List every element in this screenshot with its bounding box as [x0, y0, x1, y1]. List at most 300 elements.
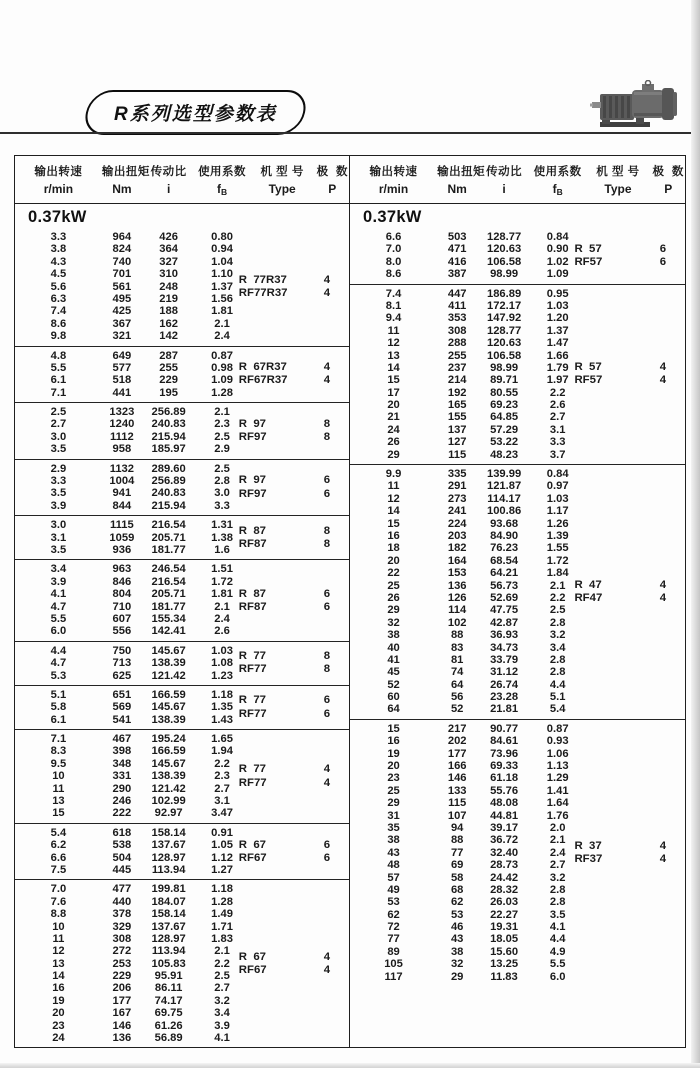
cell-ratio: 145.67 — [151, 757, 186, 770]
cell-ratio: 22.27 — [490, 908, 519, 921]
cell-output-speed: 49 — [387, 883, 400, 896]
cell-ratio: 215.94 — [151, 499, 186, 512]
cell-model-type: RF87 — [238, 537, 267, 550]
table-body-right — [350, 204, 685, 1047]
cell-service-factor: 2.8 — [549, 653, 566, 666]
cell-ratio: 73.96 — [490, 747, 519, 760]
cell-service-factor: 1.18 — [211, 688, 233, 701]
cell-output-speed: 9.8 — [50, 330, 67, 343]
cell-model-type: R 67 — [238, 950, 266, 963]
cell-ratio: 128.97 — [151, 851, 186, 864]
cell-output-speed: 3.9 — [50, 575, 67, 588]
header-label-unit: P — [664, 182, 673, 196]
cell-model-type: RF97 — [238, 487, 267, 500]
type-row — [239, 374, 349, 387]
cell-output-torque: 202 — [447, 735, 467, 748]
cell-service-factor: 1.29 — [546, 772, 569, 785]
table-row — [15, 305, 349, 317]
type-row — [239, 525, 349, 538]
cell-pole-count: 4 — [323, 763, 331, 776]
cell-output-speed: 3.8 — [50, 243, 67, 256]
header-label-subscript: B — [556, 186, 563, 197]
cell-service-factor: 1.43 — [211, 713, 233, 726]
cell-service-factor: 1.08 — [211, 657, 233, 670]
cell-ratio: 98.99 — [490, 361, 519, 374]
table-row — [350, 288, 685, 300]
cell-pole-count: 4 — [323, 286, 331, 299]
cell-ratio: 80.55 — [490, 386, 519, 399]
cell-ratio: 195 — [159, 386, 178, 399]
cell-service-factor: 3.5 — [549, 908, 566, 921]
type-row — [574, 243, 685, 256]
title-divider — [0, 132, 700, 134]
cell-service-factor: 2.2 — [214, 757, 230, 770]
cell-pole-count: 4 — [659, 361, 667, 374]
cell-service-factor: 2.8 — [549, 896, 566, 909]
cell-ratio: 106.58 — [486, 255, 522, 268]
cell-service-factor: 1.26 — [546, 517, 569, 530]
cell-output-torque: 62 — [450, 896, 464, 909]
cell-output-speed: 6.2 — [50, 839, 67, 852]
type-row — [574, 374, 685, 387]
cell-ratio: 86.11 — [154, 982, 183, 995]
table-row — [350, 312, 685, 324]
cell-service-factor: 3.1 — [549, 423, 566, 436]
cell-model-type: RF77 — [238, 776, 267, 789]
type-row — [239, 964, 349, 977]
type-row — [239, 487, 349, 500]
cell-output-speed: 38 — [387, 834, 400, 847]
cell-model-type: RF67 — [238, 963, 267, 976]
header-col-5 — [316, 163, 349, 196]
cell-output-torque: 467 — [112, 733, 132, 746]
cell-output-torque: 963 — [112, 563, 132, 576]
cell-service-factor: 0.84 — [546, 231, 569, 243]
cell-output-torque: 495 — [112, 292, 132, 305]
cell-ratio: 69.23 — [490, 399, 519, 412]
cell-output-speed: 117 — [384, 970, 403, 983]
cell-service-factor: 1.12 — [211, 851, 233, 864]
cell-ratio: 84.90 — [490, 529, 519, 542]
table-header-left — [15, 156, 349, 204]
cell-output-torque: 217 — [447, 722, 467, 735]
cell-output-torque: 556 — [112, 625, 132, 638]
cell-service-factor: 1.37 — [546, 324, 569, 337]
table-row — [15, 1007, 349, 1019]
type-row — [239, 601, 349, 614]
cell-ratio: 137.67 — [151, 839, 186, 852]
gear-motor-image — [590, 80, 678, 132]
cell-output-torque: 81 — [450, 653, 464, 666]
cell-output-speed: 25 — [387, 579, 400, 592]
cell-service-factor: 3.47 — [211, 807, 233, 820]
cell-service-factor: 2.3 — [214, 418, 230, 431]
cell-output-speed: 15 — [387, 722, 400, 735]
cell-service-factor: 2.7 — [549, 411, 566, 424]
cell-service-factor: 1.06 — [546, 747, 569, 760]
cell-output-torque: 88 — [450, 834, 464, 847]
cell-output-speed: 8.6 — [385, 268, 402, 281]
table-row — [350, 468, 685, 480]
cell-output-torque: 214 — [447, 374, 467, 387]
type-block — [574, 840, 685, 866]
cell-output-torque: 146 — [112, 1019, 132, 1032]
type-block — [239, 763, 349, 789]
header-label-unit: Nm — [112, 182, 132, 196]
cell-model-type: RF47 — [574, 591, 603, 604]
cell-service-factor: 3.0 — [214, 487, 230, 500]
cell-output-torque: 56 — [450, 691, 464, 704]
cell-pole-count: 4 — [659, 852, 667, 865]
header-label-cn: 传动比 — [486, 166, 523, 178]
cell-service-factor: 2.5 — [214, 970, 230, 983]
table-row — [15, 933, 349, 945]
cell-output-speed: 10 — [52, 920, 65, 933]
cell-output-speed: 6.6 — [50, 851, 67, 864]
cell-service-factor: 2.1 — [549, 579, 566, 592]
cell-service-factor: 1.04 — [211, 255, 233, 268]
cell-output-speed: 20 — [52, 1007, 65, 1020]
header-label-cn: 机 型 号 — [596, 166, 640, 178]
cell-output-speed: 5.5 — [50, 361, 67, 374]
cell-service-factor: 0.87 — [546, 722, 569, 735]
table-row — [350, 518, 685, 530]
table-section — [350, 464, 685, 719]
cell-pole-count: 6 — [323, 600, 331, 613]
cell-output-torque: 255 — [447, 349, 467, 362]
cell-output-torque: 958 — [112, 443, 132, 456]
cell-output-speed: 3.5 — [50, 543, 67, 556]
cell-service-factor: 1.97 — [546, 374, 569, 387]
cell-output-speed: 62 — [387, 908, 400, 921]
cell-ratio: 216.54 — [151, 575, 186, 588]
cell-output-torque: 518 — [112, 374, 132, 387]
cell-output-speed: 15 — [387, 517, 400, 530]
cell-ratio: 310 — [159, 268, 178, 281]
cell-output-speed: 3.9 — [50, 499, 67, 512]
table-row — [15, 613, 349, 625]
cell-ratio: 240.83 — [151, 418, 186, 431]
header-col-0 — [350, 163, 437, 196]
cell-ratio: 195.24 — [151, 733, 186, 746]
cell-output-torque: 133 — [447, 784, 467, 797]
table-row — [350, 772, 685, 784]
type-block — [239, 474, 349, 500]
power-rating-label: 0.37kW — [363, 208, 422, 226]
table-row — [15, 883, 349, 895]
cell-service-factor: 3.7 — [549, 448, 566, 461]
cell-output-torque: 936 — [112, 543, 132, 556]
cell-pole-count: 6 — [659, 242, 667, 255]
cell-service-factor: 2.5 — [214, 430, 230, 443]
cell-output-speed: 60 — [387, 691, 400, 704]
cell-output-torque: 440 — [112, 895, 132, 908]
header-col-3 — [531, 163, 585, 197]
cell-output-torque: 69 — [450, 859, 464, 872]
cell-output-speed: 3.1 — [50, 531, 67, 544]
cell-ratio: 138.39 — [151, 657, 186, 670]
cell-output-torque: 74 — [450, 666, 464, 679]
table-row — [350, 703, 685, 715]
cell-ratio: 205.71 — [151, 531, 186, 544]
cell-service-factor: 1.6 — [214, 543, 230, 556]
cell-output-torque: 824 — [112, 243, 132, 256]
series-title-badge — [81, 90, 309, 135]
cell-model-type: R 77R37 — [238, 273, 287, 286]
cell-output-speed: 89 — [387, 945, 400, 958]
table-row — [350, 896, 685, 908]
cell-output-speed: 31 — [387, 809, 400, 822]
cell-ratio: 102.99 — [151, 795, 186, 808]
table-row — [350, 350, 685, 362]
table-row — [350, 642, 685, 654]
cell-ratio: 76.23 — [490, 542, 519, 555]
cell-ratio: 185.97 — [151, 443, 186, 456]
cell-output-torque: 1132 — [109, 462, 134, 475]
cell-service-factor: 1.39 — [546, 529, 569, 542]
cell-pole-count: 6 — [323, 474, 331, 487]
header-label-unit: r/min — [378, 182, 409, 196]
cell-output-torque: 115 — [448, 797, 467, 810]
header-label-unit: $f_B$ — [552, 181, 563, 197]
table-row — [350, 884, 685, 896]
cell-service-factor: 0.90 — [546, 243, 569, 256]
header-label-cn: 输出扭矩 — [437, 166, 486, 178]
cell-output-speed: 77 — [387, 933, 400, 946]
cell-service-factor: 1.23 — [211, 669, 233, 682]
cell-output-speed: 4.3 — [50, 255, 67, 268]
cell-service-factor: 1.28 — [211, 386, 233, 399]
header-label-unit: i — [502, 182, 506, 196]
table-section — [15, 459, 349, 516]
cell-output-torque: 246 — [112, 795, 132, 808]
cell-ratio: 139.99 — [486, 468, 522, 481]
cell-service-factor: 0.87 — [211, 349, 233, 362]
cell-ratio: 56.89 — [154, 1032, 183, 1045]
cell-service-factor: 2.0 — [549, 821, 566, 834]
cell-ratio: 215.94 — [151, 430, 186, 443]
table-row — [350, 530, 685, 542]
cell-ratio: 120.63 — [486, 243, 522, 256]
cell-output-torque: 750 — [112, 644, 132, 657]
cell-service-factor: 1.28 — [211, 895, 233, 908]
cell-output-torque: 153 — [447, 567, 467, 580]
cell-output-torque: 353 — [447, 312, 467, 325]
cell-output-speed: 20 — [387, 399, 400, 412]
cell-output-torque: 127 — [447, 436, 467, 449]
cell-ratio: 26.74 — [490, 678, 519, 691]
cell-ratio: 69.75 — [154, 1007, 183, 1020]
type-block — [239, 587, 349, 613]
cell-ratio: 93.68 — [490, 517, 519, 530]
cell-output-torque: 136 — [447, 579, 467, 592]
cell-output-speed: 35 — [387, 821, 400, 834]
cell-ratio: 142.41 — [151, 625, 186, 638]
cell-service-factor: 1.76 — [546, 809, 569, 822]
cell-ratio: 57.29 — [490, 423, 519, 436]
cell-output-torque: 58 — [450, 871, 464, 884]
cell-output-torque: 561 — [112, 280, 132, 293]
cell-output-speed: 7.5 — [50, 863, 67, 876]
table-row — [350, 493, 685, 505]
cell-model-type: RF37 — [574, 852, 603, 865]
cell-ratio: 74.17 — [154, 994, 183, 1007]
cell-output-torque: 64 — [450, 678, 464, 691]
table-row — [350, 654, 685, 666]
cell-model-type: R 97 — [238, 417, 266, 430]
cell-ratio: 36.72 — [490, 834, 519, 847]
cell-output-speed: 41 — [387, 653, 400, 666]
cell-model-type: RF57 — [574, 374, 603, 387]
cell-model-type: R 97 — [238, 474, 266, 487]
cell-output-torque: 625 — [112, 669, 132, 682]
cell-service-factor: 4.1 — [214, 1032, 230, 1045]
cell-output-speed: 9.9 — [385, 468, 402, 481]
cell-pole-count: 6 — [323, 587, 331, 600]
cell-model-type: R 87 — [238, 587, 266, 600]
cell-output-torque: 804 — [112, 588, 132, 601]
table-row — [350, 337, 685, 349]
cell-ratio: 128.77 — [486, 324, 522, 337]
cell-output-torque: 387 — [447, 268, 467, 281]
table-row — [350, 300, 685, 312]
cell-service-factor: 3.2 — [214, 994, 230, 1007]
table-row — [350, 933, 685, 945]
cell-output-torque: 321 — [112, 330, 132, 343]
cell-service-factor: 1.02 — [546, 255, 569, 268]
table-section — [15, 823, 349, 880]
table-row — [15, 864, 349, 876]
cell-output-torque: 177 — [112, 994, 132, 1007]
table-row — [15, 625, 349, 637]
cell-output-torque: 177 — [447, 747, 467, 760]
table-row — [350, 604, 685, 616]
cell-output-speed: 8.3 — [50, 745, 67, 758]
cell-output-torque: 1004 — [109, 475, 135, 488]
cell-output-speed: 8.1 — [385, 299, 402, 312]
cell-service-factor: 0.80 — [211, 231, 233, 243]
cell-service-factor: 1.79 — [546, 361, 569, 374]
cell-ratio: 98.99 — [490, 268, 519, 281]
cell-pole-count: 6 — [323, 694, 331, 707]
cell-service-factor: 0.98 — [211, 361, 233, 374]
cell-service-factor: 2.8 — [549, 883, 566, 896]
cell-ratio: 114.17 — [487, 492, 521, 505]
cell-ratio: 84.61 — [490, 735, 519, 748]
cell-ratio: 48.23 — [490, 448, 519, 461]
cell-pole-count: 4 — [323, 950, 331, 963]
table-row — [350, 872, 685, 884]
cell-ratio: 56.73 — [490, 579, 519, 592]
cell-ratio: 28.32 — [490, 883, 519, 896]
cell-model-type: RF67R37 — [238, 374, 288, 387]
cell-ratio: 216.54 — [151, 519, 186, 532]
cell-ratio: 128.97 — [151, 932, 186, 945]
header-label-unit: Type — [604, 182, 632, 196]
cell-ratio: 19.31 — [490, 921, 519, 934]
table-section — [15, 402, 349, 459]
table-section — [350, 284, 685, 464]
cell-output-speed: 15 — [52, 807, 65, 820]
cell-service-factor: 1.72 — [546, 554, 569, 567]
cell-service-factor: 1.47 — [546, 337, 569, 350]
cell-pole-count: 6 — [323, 838, 331, 851]
cell-output-torque: 335 — [447, 468, 467, 481]
cell-service-factor: 6.0 — [549, 970, 566, 983]
table-row — [15, 318, 349, 330]
cell-output-torque: 477 — [112, 883, 132, 896]
cell-ratio: 162 — [159, 317, 178, 330]
header-label-cn: 使用系数 — [198, 165, 247, 178]
cell-ratio: 106.58 — [486, 349, 522, 362]
cell-service-factor: 3.9 — [214, 1019, 230, 1032]
cell-service-factor: 1.31 — [211, 519, 233, 532]
series-title: R系列选型参数表 — [114, 104, 277, 125]
table-row — [350, 822, 685, 834]
table-row — [350, 810, 685, 822]
cell-output-speed: 6.1 — [50, 374, 67, 387]
cell-service-factor: 1.81 — [211, 305, 233, 318]
cell-output-speed: 24 — [387, 423, 400, 436]
type-block — [239, 694, 349, 720]
cell-model-type: R 77 — [238, 694, 266, 707]
cell-output-speed: 18 — [387, 542, 400, 555]
cell-output-torque: 237 — [447, 361, 467, 374]
table-row — [350, 617, 685, 629]
cell-output-speed: 7.1 — [50, 733, 67, 746]
header-label-cn: 机 型 号 — [260, 166, 304, 178]
cell-output-torque: 165 — [447, 399, 467, 412]
cell-output-torque: 471 — [447, 243, 467, 256]
cell-ratio: 64.85 — [490, 411, 519, 424]
type-block — [239, 650, 349, 676]
cell-service-factor: 1.56 — [211, 292, 233, 305]
cell-output-speed: 12 — [387, 337, 400, 350]
cell-output-speed: 26 — [387, 591, 400, 604]
header-label-cn: 输出转速 — [369, 166, 418, 178]
cell-output-speed: 7.4 — [385, 287, 402, 300]
cell-ratio: 205.71 — [151, 588, 186, 601]
cell-ratio: 246.54 — [151, 563, 186, 576]
type-row — [574, 853, 685, 866]
table-row — [15, 896, 349, 908]
cell-service-factor: 1.94 — [211, 745, 233, 758]
cell-output-speed: 5.1 — [50, 688, 67, 701]
cell-ratio: 113.94 — [151, 945, 186, 958]
type-row — [239, 418, 349, 431]
cell-ratio: 121.42 — [151, 669, 186, 682]
cell-ratio: 158.14 — [151, 826, 186, 839]
cell-service-factor: 1.64 — [546, 797, 569, 810]
table-section — [350, 719, 685, 986]
cell-model-type: RF77 — [238, 663, 267, 676]
cell-output-torque: 206 — [112, 982, 132, 995]
table-row — [350, 231, 685, 243]
cell-output-speed: 3.5 — [50, 487, 67, 500]
cell-pole-count: 8 — [323, 663, 331, 676]
header-col-5 — [651, 163, 685, 196]
cell-output-speed: 2.9 — [50, 462, 67, 475]
cell-model-type: R 37 — [574, 839, 602, 852]
cell-service-factor: 1.72 — [211, 575, 233, 588]
type-row — [239, 287, 349, 300]
type-row — [239, 694, 349, 707]
header-col-4 — [584, 163, 651, 196]
cell-service-factor: 1.05 — [211, 839, 233, 852]
cell-output-torque: 941 — [112, 487, 132, 500]
type-row — [574, 840, 685, 853]
cell-ratio: 255 — [159, 361, 178, 374]
